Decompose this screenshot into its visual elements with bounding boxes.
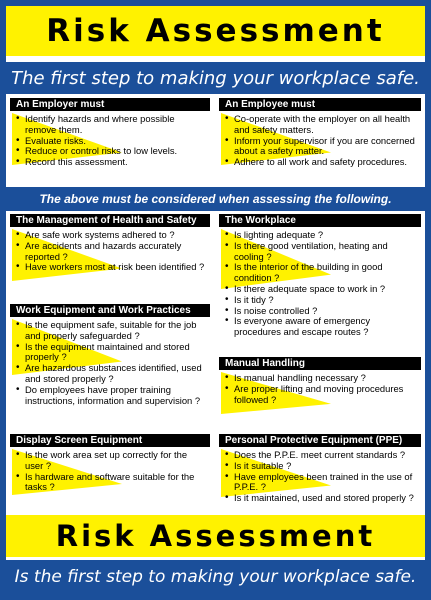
page-title: Risk Assessment <box>46 13 385 49</box>
title-band <box>6 6 425 56</box>
list-item: • Is manual handling necessary ? <box>225 373 417 384</box>
employee-list <box>225 114 417 168</box>
list-item: • Evaluate risks. <box>16 136 206 147</box>
list-item: • Is lighting adequate ? <box>225 230 417 241</box>
list-item: • Adhere to all work and safety procedures. <box>225 157 417 168</box>
equipment-box <box>10 304 210 432</box>
considerations-banner <box>6 187 425 211</box>
list-item: • Are hazardous substances identified, used and stored properly ? <box>16 363 206 385</box>
list-item: • Is the work area set up correctly for the user ? <box>16 450 206 472</box>
list-item: • Are proper lifting and moving procedures followed ? <box>225 384 417 406</box>
display-screen-list <box>16 450 206 493</box>
manual-handling-heading: Manual Handling <box>219 357 421 370</box>
employer-heading: An Employer must <box>10 98 210 111</box>
list-item: • Reduce or control risks to low levels. <box>16 146 206 157</box>
list-item: • Is hardware and software suitable for the tasks ? <box>16 472 206 494</box>
list-item: • Does the P.P.E. meet current standards ? <box>225 450 417 461</box>
list-item: • Record this assessment. <box>16 157 206 168</box>
workplace-list <box>225 230 417 338</box>
display-screen-heading: Display Screen Equipment <box>10 434 210 447</box>
ppe-heading: Personal Protective Equipment (PPE) <box>219 434 421 447</box>
footer-title: Risk Assessment <box>55 519 376 553</box>
considerations-text: The above must be considered when assessing the following. <box>39 192 392 206</box>
employee-box <box>219 98 421 184</box>
workplace-heading: The Workplace <box>219 214 421 227</box>
list-item: • Is there adequate space to work in ? <box>225 284 417 295</box>
employer-box <box>10 98 210 184</box>
footer-title-band <box>6 515 425 557</box>
workplace-box <box>219 214 421 354</box>
list-item: • Is noise controlled ? <box>225 306 417 317</box>
footer-subtitle: Is the first step to making your workplace safe. <box>14 567 417 587</box>
employer-list <box>16 114 206 168</box>
employee-heading: An Employee must <box>219 98 421 111</box>
subtitle-band <box>6 62 425 94</box>
list-item: • Is the interior of the building in good condition ? <box>225 262 417 284</box>
poster-inner <box>6 6 425 594</box>
list-item: • Is everyone aware of emergency procedures and escape routes ? <box>225 316 417 338</box>
list-item: • Is it tidy ? <box>225 295 417 306</box>
management-box <box>10 214 210 302</box>
manual-handling-box <box>219 357 421 429</box>
display-screen-box <box>10 434 210 512</box>
equipment-heading: Work Equipment and Work Practices <box>10 304 210 317</box>
list-item: • Is the equipment safe, suitable for the job and properly safeguarded ? <box>16 320 206 342</box>
ppe-list <box>225 450 417 504</box>
footer-subtitle-band <box>6 560 425 594</box>
list-item: • Inform your supervisor if you are concerned about a safety matter. <box>225 136 417 158</box>
list-item: • Co-operate with the employer on all health and safety matters. <box>225 114 417 136</box>
list-item: • Is there good ventilation, heating and cooling ? <box>225 241 417 263</box>
list-item: • Is it suitable ? <box>225 461 417 472</box>
list-item: • Do employees have proper training instructions, information and supervision ? <box>16 385 206 407</box>
list-item: • Have workers most at risk been identified ? <box>16 262 206 273</box>
equipment-list <box>16 320 206 406</box>
list-item: • Identify hazards and where possible remove them. <box>16 114 206 136</box>
page-subtitle: The first step to making your workplace safe. <box>11 67 420 89</box>
management-list <box>16 230 206 273</box>
list-item: • Is the equipment maintained and stored properly ? <box>16 342 206 364</box>
ppe-box <box>219 434 421 512</box>
list-item: • Have employees been trained in the use of P.P.E. ? <box>225 472 417 494</box>
list-item: • Are accidents and hazards accurately reported ? <box>16 241 206 263</box>
manual-handling-list <box>225 373 417 405</box>
management-heading: The Management of Health and Safety <box>10 214 210 227</box>
list-item: • Is it maintained, used and stored properly ? <box>225 493 417 504</box>
list-item: • Are safe work systems adhered to ? <box>16 230 206 241</box>
